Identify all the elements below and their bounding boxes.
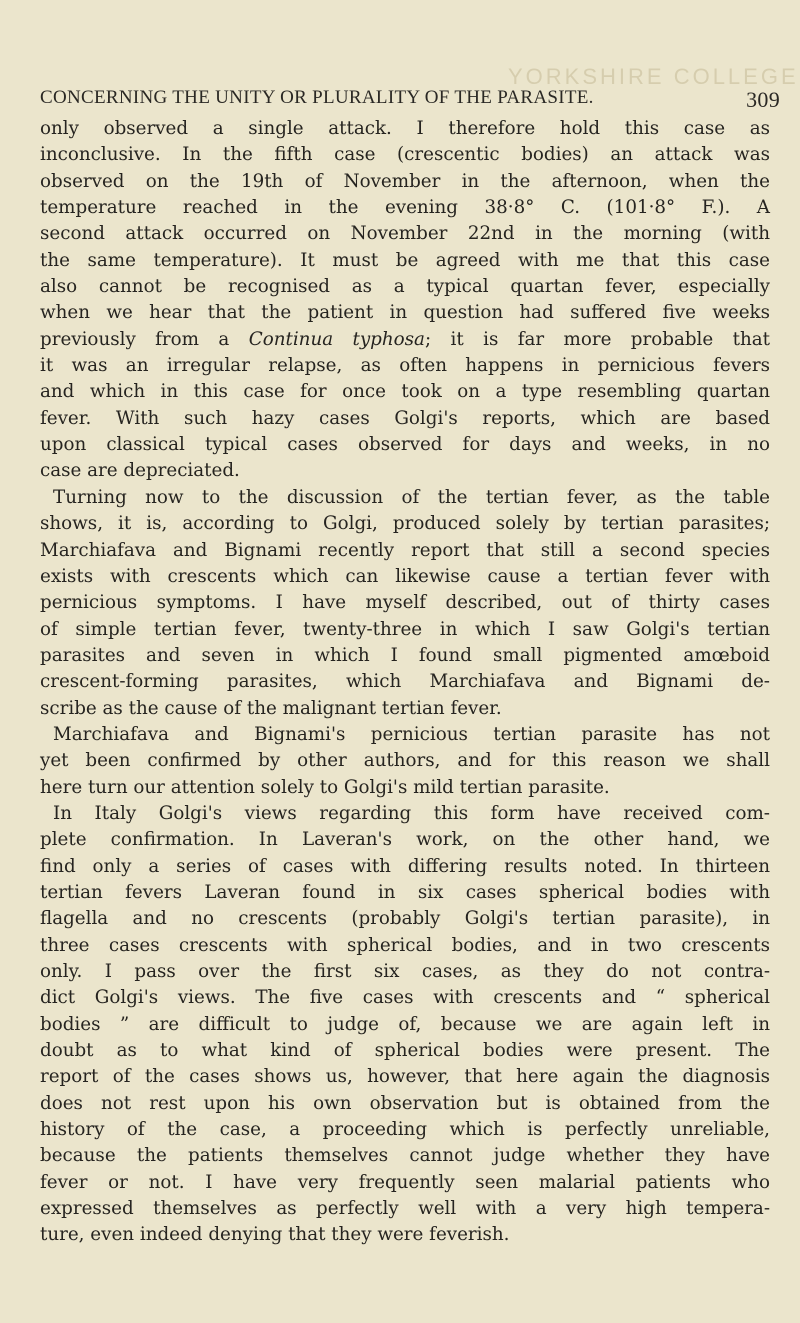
text-line-38: does not rest upon his own observation but is obtained from the <box>40 1092 770 1114</box>
text-line-9-end: ; it is far more probable that <box>424 328 770 350</box>
text-line-11: and which in this case for once took on a type resembling quartan <box>40 381 770 403</box>
italic-term-continua-typhosa: Continua typhosa <box>248 328 425 350</box>
text-line-26: here turn our attention solely to Golgi's mild tertian parasite. <box>40 776 610 798</box>
text-line-30: tertian fevers Laveran found in six cases spherical bodies with <box>40 881 770 903</box>
text-line-41: fever or not. I have very frequently seen malarial patients who <box>40 1171 770 1193</box>
text-line-9 <box>40 327 770 353</box>
text-line-17: Marchiafava and Bignami recently report that still a second species <box>40 539 770 561</box>
text-line-2: inconclusive. In the fifth case (crescentic bodies) an attack was <box>40 144 770 166</box>
text-line-31: flagella and no crescents (probably Golgi's tertian parasite), in <box>40 908 770 930</box>
library-stamp-watermark: YORKSHIRE COLLEGE <box>508 64 799 89</box>
text-line-21: parasites and seven in which I found small pigmented amœboid <box>40 644 770 666</box>
text-line-27: In Italy Golgi's views regarding this form have received com- <box>53 802 770 824</box>
text-line-4: temperature reached in the evening 38·8° C. (101·8° F.). A <box>40 197 770 219</box>
text-line-33: only. I pass over the first six cases, as they do not contra- <box>40 961 770 982</box>
text-line-14: case are depreciated. <box>40 460 240 482</box>
text-line-5: second attack occurred on November 22nd in the morning (with <box>40 223 770 245</box>
text-line-1: only observed a single attack. I therefore hold this case as <box>40 118 770 139</box>
text-line-22: crescent-forming parasites, which Marchiafava and Bignami de- <box>40 671 770 693</box>
text-line-36: doubt as to what kind of spherical bodies were present. The <box>40 1040 770 1062</box>
text-line-18: exists with crescents which can likewise cause a tertian fever with <box>40 565 770 587</box>
text-line-12: fever. With such hazy cases Golgi's reports, which are based <box>40 407 770 429</box>
text-line-6: the same temperature). It must be agreed with me that this case <box>40 249 770 271</box>
text-line-23: scribe as the cause of the malignant tertian fever. <box>40 697 502 719</box>
text-line-19: pernicious symptoms. I have myself described, out of thirty cases <box>40 592 770 614</box>
text-line-13: upon classical typical cases observed for days and weeks, in no <box>40 434 770 456</box>
text-line-42: expressed themselves as perfectly well with a very high tempera- <box>40 1198 770 1220</box>
text-line-9-start: previously from a <box>40 328 249 350</box>
text-line-24: Marchiafava and Bignami's pernicious tertian parasite has not <box>53 723 770 745</box>
body-text <box>40 116 770 1249</box>
text-line-15: Turning now to the discussion of the tertian fever, as the table <box>53 486 770 508</box>
text-line-29: find only a series of cases with differing results noted. In thirteen <box>40 855 770 877</box>
text-line-16: shows, it is, according to Golgi, produced solely by tertian parasites; <box>40 513 770 535</box>
text-line-25: yet been confirmed by other authors, and for this reason we shall <box>40 750 770 772</box>
text-line-8: when we hear that the patient in question had suffered five weeks <box>40 302 770 324</box>
text-line-32: three cases crescents with spherical bodies, and in two crescents <box>40 934 770 956</box>
page-number: 309 <box>746 87 780 112</box>
text-line-3: observed on the 19th of November in the afternoon, when the <box>40 170 770 192</box>
text-line-7: also cannot be recognised as a typical quartan fever, especially <box>40 276 770 298</box>
text-line-39: history of the case, a proceeding which is perfectly unreliable, <box>40 1119 770 1141</box>
text-line-20: of simple tertian fever, twenty-three in which I saw Golgi's tertian <box>40 618 770 640</box>
running-head-title: CONCERNING THE UNITY OR PLURALITY OF THE PARASITE. <box>40 87 594 108</box>
text-line-35: bodies ” are difficult to judge of, because we are again left in <box>40 1013 770 1035</box>
text-line-40: because the patients themselves cannot judge whether they have <box>40 1145 770 1167</box>
text-line-10: it was an irregular relapse, as often happens in pernicious fevers <box>40 355 770 377</box>
text-line-28: plete confirmation. In Laveran's work, on the other hand, we <box>40 829 770 851</box>
text-line-43: ture, even indeed denying that they were feverish. <box>40 1224 510 1246</box>
text-line-34: dict Golgi's views. The five cases with crescents and “ spherical <box>40 987 770 1009</box>
running-head <box>40 87 780 112</box>
text-line-37: report of the cases shows us, however, that here again the diagnosis <box>40 1066 770 1088</box>
